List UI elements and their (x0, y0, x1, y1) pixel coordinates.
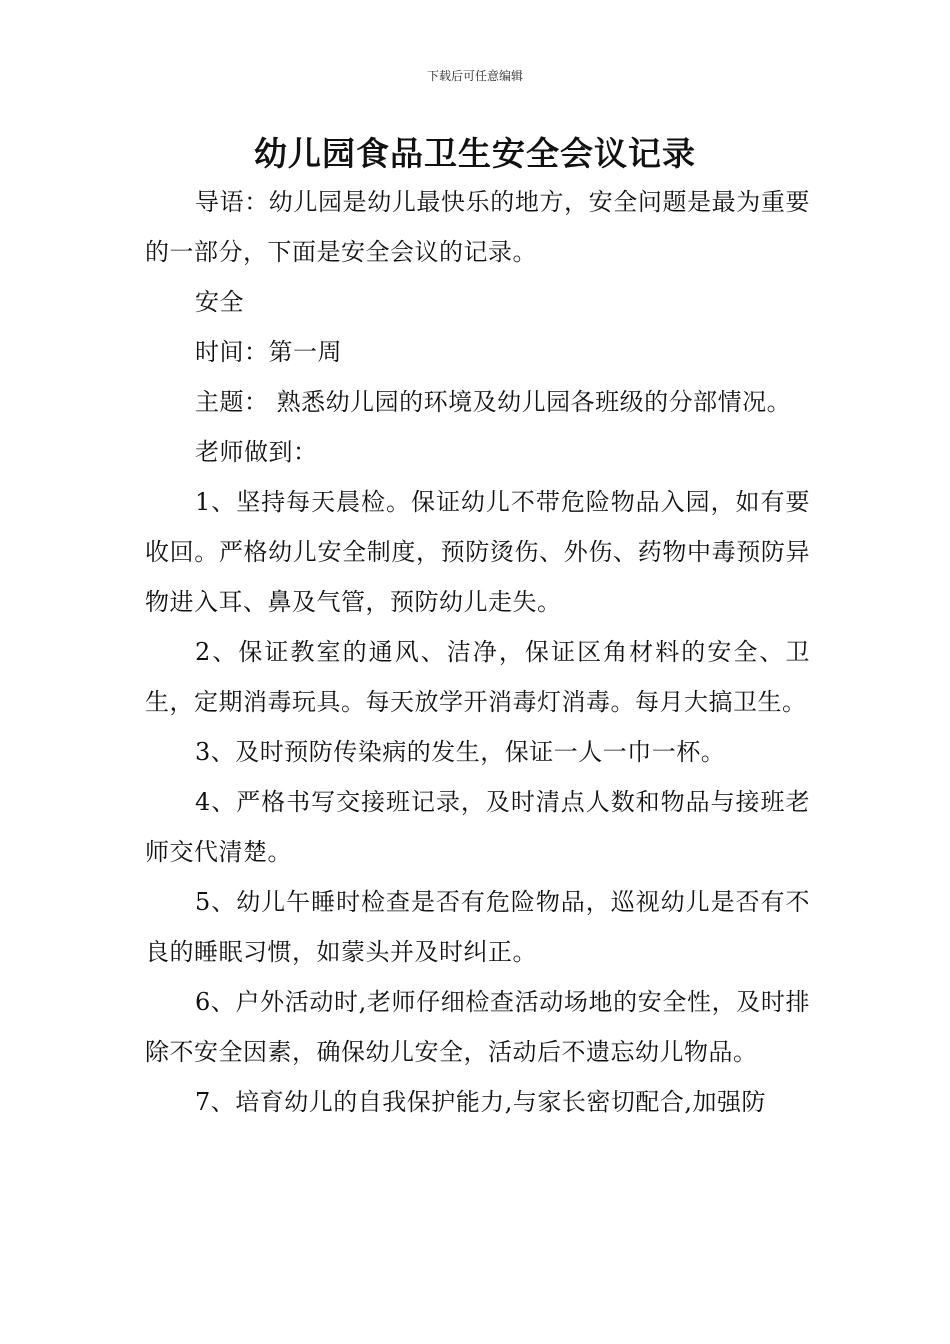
duty-item-4: 4、严格书写交接班记录，及时清点人数和物品与接班老师交代清楚。 (145, 788, 810, 866)
duty-item-7: 7、培育幼儿的自我保护能力,与家长密切配合,加强防 (195, 1088, 767, 1116)
time-line: 时间：第一周 (195, 338, 342, 366)
intro-paragraph: 导语：幼儿园是幼儿最快乐的地方，安全问题是最为重要的一部分，下面是安全会议的记录。 (145, 188, 810, 266)
header-note: 下载后可任意编辑 (426, 69, 523, 83)
topic-line: 主题： 熟悉幼儿园的环境及幼儿园各班级的分部情况。 (195, 388, 792, 416)
duty-item-3: 3、及时预防传染病的发生，保证一人一巾一杯。 (195, 738, 726, 766)
duty-item-1: 1、坚持每天晨检。保证幼儿不带危险物品入园，如有要收回。严格幼儿安全制度，预防烫伤、外伤、药物中毒预防异物进入耳、鼻及气管，预防幼儿走失。 (145, 488, 810, 616)
document-body (145, 177, 810, 1127)
duty-item-5: 5、幼儿午睡时检查是否有危险物品，巡视幼儿是否有不良的睡眠习惯，如蒙头并及时纠正。 (145, 888, 810, 966)
section-label: 安全 (195, 288, 244, 316)
teacher-duties-heading: 老师做到： (195, 438, 318, 466)
document-title: 幼儿园食品卫生安全会议记录 (254, 134, 696, 173)
duty-item-6: 6、户外活动时,老师仔细检查活动场地的安全性，及时排除不安全因素，确保幼儿安全，活动后不遗忘幼儿物品。 (145, 988, 810, 1066)
duty-item-2: 2、保证教室的通风、洁净，保证区角材料的安全、卫生，定期消毒玩具。每天放学开消毒灯消毒。每月大搞卫生。 (145, 638, 810, 716)
